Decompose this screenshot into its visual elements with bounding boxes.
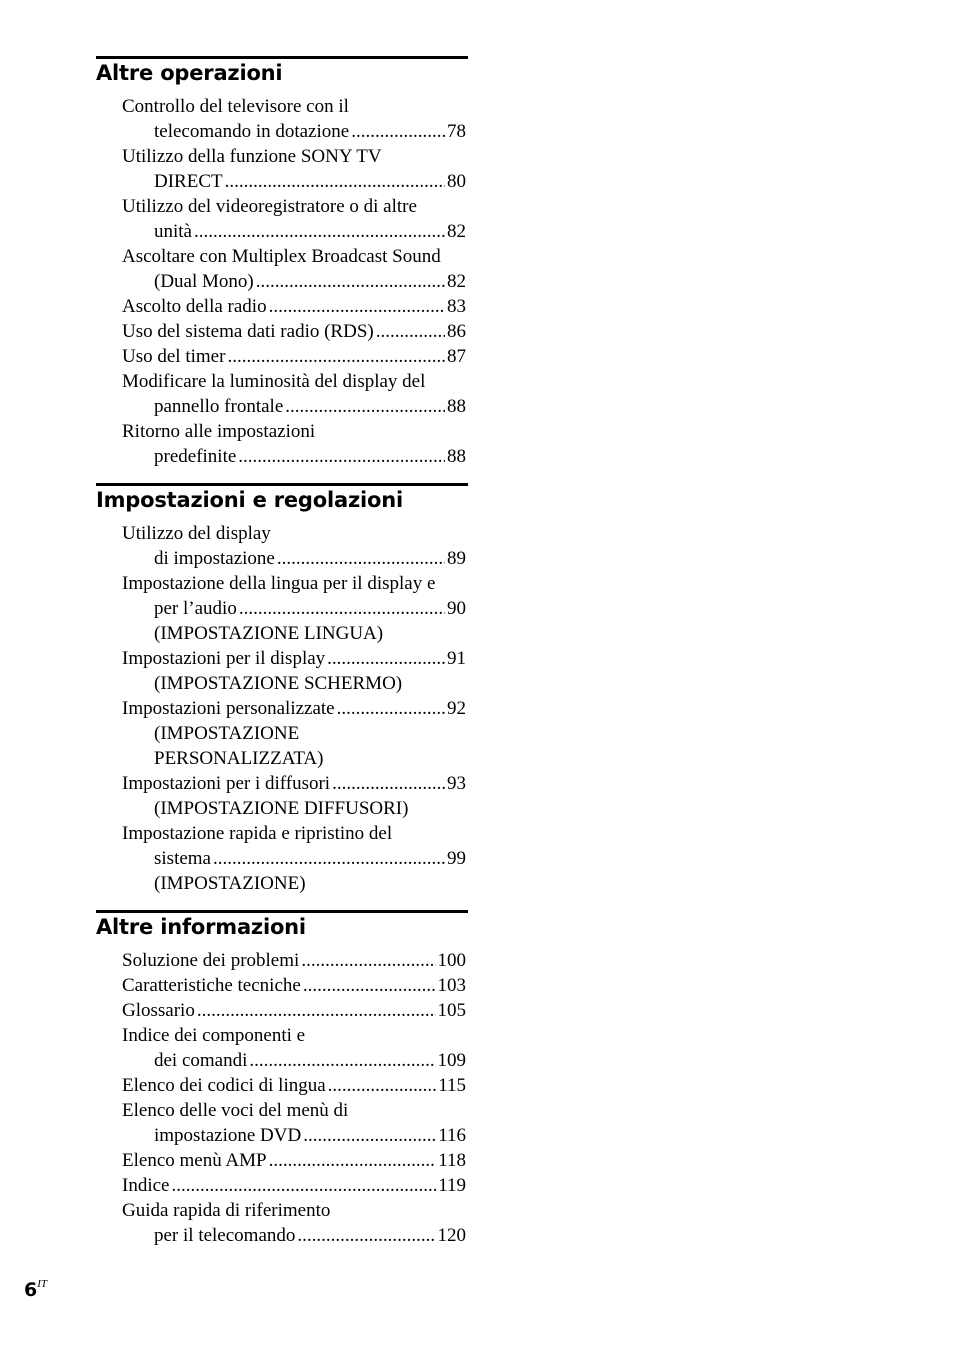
page-number: $6^{IT}$ xyxy=(24,1278,48,1301)
dot-leader xyxy=(171,1173,436,1198)
toc-entry[interactable] xyxy=(96,1098,468,1148)
dot-leader xyxy=(285,394,445,419)
toc-entry[interactable] xyxy=(96,194,468,244)
toc-entry[interactable] xyxy=(96,571,468,646)
page-ref: 86 xyxy=(447,321,466,342)
toc-entry[interactable] xyxy=(96,1023,468,1073)
toc-entry-text: Uso del sistema dati radio (RDS) xyxy=(122,321,374,342)
toc-entry-text: Elenco dei codici di lingua xyxy=(122,1075,326,1096)
toc-entry-row xyxy=(96,646,468,671)
dot-leader xyxy=(303,1123,436,1148)
toc-entry-text: Ascolto della radio xyxy=(122,296,267,317)
dot-leader xyxy=(194,219,445,244)
toc-entry-row xyxy=(96,444,468,469)
dot-leader xyxy=(256,269,445,294)
dot-leader xyxy=(249,1048,435,1073)
toc-entry-row xyxy=(96,771,468,796)
toc-entry[interactable] xyxy=(96,948,468,973)
toc-entry-text: Caratteristiche tecniche xyxy=(122,975,301,996)
toc-entry-text: predefinite xyxy=(154,446,237,467)
locale-superscript: IT xyxy=(37,1278,48,1290)
dot-leader xyxy=(225,169,445,194)
toc-entry-row xyxy=(96,219,468,244)
dot-leader xyxy=(197,998,436,1023)
page-ref: 92 xyxy=(447,698,466,719)
toc-entry-row xyxy=(96,1173,468,1198)
toc-entry[interactable] xyxy=(96,244,468,294)
section-heading: Altre informazioni xyxy=(96,915,306,939)
page-ref: 83 xyxy=(447,296,466,317)
toc-entry-line: Ritorno alle impostazioni xyxy=(122,421,316,442)
toc-entry-row xyxy=(96,119,468,144)
dot-leader xyxy=(277,546,445,571)
toc-entry[interactable] xyxy=(96,973,468,998)
dot-leader xyxy=(269,294,445,319)
toc-entry-text: dei comandi xyxy=(154,1050,248,1071)
toc-entry[interactable] xyxy=(96,1173,468,1198)
dot-leader xyxy=(351,119,445,144)
toc-entry-text: unità xyxy=(154,221,192,242)
table-of-contents xyxy=(96,56,468,1262)
toc-entry[interactable] xyxy=(96,998,468,1023)
dot-leader xyxy=(301,948,435,973)
toc-entry-row xyxy=(96,948,468,973)
toc-entry-row xyxy=(96,846,468,871)
toc-entry-text: Elenco menù AMP xyxy=(122,1150,267,1171)
page-ref: 93 xyxy=(447,773,466,794)
toc-entry-row xyxy=(96,973,468,998)
page-ref: 119 xyxy=(438,1175,466,1196)
toc-entry-row xyxy=(96,1073,468,1098)
toc-entry-list xyxy=(96,940,468,1248)
toc-entry[interactable] xyxy=(96,419,468,469)
toc-entry-row xyxy=(96,596,468,621)
page-ref: 88 xyxy=(447,446,466,467)
toc-entry[interactable] xyxy=(96,1198,468,1248)
toc-entry-line: Impostazione della lingua per il display e xyxy=(122,573,436,594)
toc-entry-line: Utilizzo del display xyxy=(122,523,271,544)
toc-entry-text: Uso del timer xyxy=(122,346,226,367)
toc-entry[interactable] xyxy=(96,821,468,896)
toc-entry-line: Guida rapida di riferimento xyxy=(122,1200,331,1221)
toc-entry-subtitle: (IMPOSTAZIONE) xyxy=(154,873,306,894)
toc-entry-row xyxy=(96,696,468,721)
toc-entry-line: Utilizzo della funzione SONY TV xyxy=(122,146,382,167)
toc-entry-text: Impostazioni personalizzate xyxy=(122,698,335,719)
toc-entry-text: Soluzione dei problemi xyxy=(122,950,300,971)
toc-entry-list xyxy=(96,86,468,469)
toc-entry-line: Indice dei componenti e xyxy=(122,1025,306,1046)
page-ref: 78 xyxy=(447,121,466,142)
page-ref: 100 xyxy=(437,950,466,971)
toc-entry[interactable] xyxy=(96,369,468,419)
dot-leader xyxy=(269,1148,437,1173)
page-ref: 103 xyxy=(437,975,466,996)
dot-leader xyxy=(327,646,445,671)
dot-leader xyxy=(239,596,445,621)
toc-entry[interactable] xyxy=(96,1148,468,1173)
page-ref: 87 xyxy=(447,346,466,367)
toc-entry-row xyxy=(96,319,468,344)
toc-entry[interactable] xyxy=(96,294,468,319)
toc-entry-row xyxy=(96,1048,468,1073)
toc-entry-text: DIRECT xyxy=(154,171,223,192)
toc-entry-text: Impostazioni per il display xyxy=(122,648,326,669)
section-heading: Altre operazioni xyxy=(96,61,283,85)
toc-entry-row xyxy=(96,998,468,1023)
toc-entry-list xyxy=(96,513,468,896)
toc-entry-row xyxy=(96,1148,468,1173)
toc-entry-text: per il telecomando xyxy=(154,1225,296,1246)
toc-entry-text: sistema xyxy=(154,848,211,869)
page-ref: 116 xyxy=(438,1125,466,1146)
toc-entry-row xyxy=(96,269,468,294)
toc-entry-row xyxy=(96,294,468,319)
page-ref: 89 xyxy=(447,548,466,569)
page-ref: 109 xyxy=(437,1050,466,1071)
toc-entry-subtitle: PERSONALIZZATA) xyxy=(154,748,324,769)
toc-entry-text: Glossario xyxy=(122,1000,195,1021)
toc-entry[interactable] xyxy=(96,144,468,194)
toc-section xyxy=(96,910,468,1248)
toc-entry-text: di impostazione xyxy=(154,548,275,569)
toc-entry-line: Modificare la luminosità del display del xyxy=(122,371,426,392)
page-ref: 99 xyxy=(447,848,466,869)
dot-leader xyxy=(297,1223,435,1248)
toc-entry-line: Ascoltare con Multiplex Broadcast Sound xyxy=(122,246,441,267)
toc-entry-line: Controllo del televisore con il xyxy=(122,96,349,117)
toc-entry-subtitle: (IMPOSTAZIONE LINGUA) xyxy=(154,623,384,644)
toc-entry-row xyxy=(96,394,468,419)
dot-leader xyxy=(227,344,445,369)
toc-entry-subtitle: (IMPOSTAZIONE SCHERMO) xyxy=(154,673,403,694)
toc-entry-row xyxy=(96,1123,468,1148)
page-ref: 120 xyxy=(437,1225,466,1246)
page-ref: 88 xyxy=(447,396,466,417)
toc-entry-text: impostazione DVD xyxy=(154,1125,302,1146)
toc-entry-line: Elenco delle voci del menù di xyxy=(122,1100,349,1121)
toc-entry-text: Impostazioni per i diffusori xyxy=(122,773,331,794)
toc-entry[interactable] xyxy=(96,94,468,144)
page-ref: 82 xyxy=(447,271,466,292)
toc-entry[interactable] xyxy=(96,521,468,571)
toc-entry[interactable] xyxy=(96,1073,468,1098)
toc-entry-subtitle: (IMPOSTAZIONE DIFFUSORI) xyxy=(154,798,409,819)
toc-entry-subtitle: (IMPOSTAZIONE xyxy=(154,723,300,744)
toc-entry-text: telecomando in dotazione xyxy=(154,121,350,142)
page-ref: 82 xyxy=(447,221,466,242)
toc-entry[interactable] xyxy=(96,319,468,344)
toc-entry-line: Utilizzo del videoregistratore o di altre xyxy=(122,196,417,217)
toc-entry-row xyxy=(96,546,468,571)
toc-entry[interactable] xyxy=(96,771,468,821)
toc-section xyxy=(96,483,468,896)
toc-entry-row xyxy=(96,169,468,194)
toc-entry-text: per l’audio xyxy=(154,598,237,619)
toc-entry-row xyxy=(96,344,468,369)
page-ref: 105 xyxy=(437,1000,466,1021)
page-ref: 80 xyxy=(447,171,466,192)
dot-leader xyxy=(328,1073,437,1098)
dot-leader xyxy=(337,696,445,721)
toc-entry[interactable] xyxy=(96,344,468,369)
toc-entry-row xyxy=(96,1223,468,1248)
dot-leader xyxy=(303,973,436,998)
toc-entry-line: Impostazione rapida e ripristino del xyxy=(122,823,393,844)
dot-leader xyxy=(238,444,445,469)
dot-leader xyxy=(213,846,445,871)
toc-entry-text: Indice xyxy=(122,1175,170,1196)
toc-entry-text: pannello frontale xyxy=(154,396,284,417)
page-ref: 91 xyxy=(447,648,466,669)
dot-leader xyxy=(332,771,445,796)
dot-leader xyxy=(376,319,445,344)
page-ref: 90 xyxy=(447,598,466,619)
toc-entry[interactable] xyxy=(96,696,468,771)
section-heading: Impostazioni e regolazioni xyxy=(96,488,403,512)
toc-entry-text: (Dual Mono) xyxy=(154,271,254,292)
toc-entry[interactable] xyxy=(96,646,468,696)
page-ref: 118 xyxy=(438,1150,466,1171)
page-ref: 115 xyxy=(438,1075,466,1096)
toc-section xyxy=(96,56,468,469)
